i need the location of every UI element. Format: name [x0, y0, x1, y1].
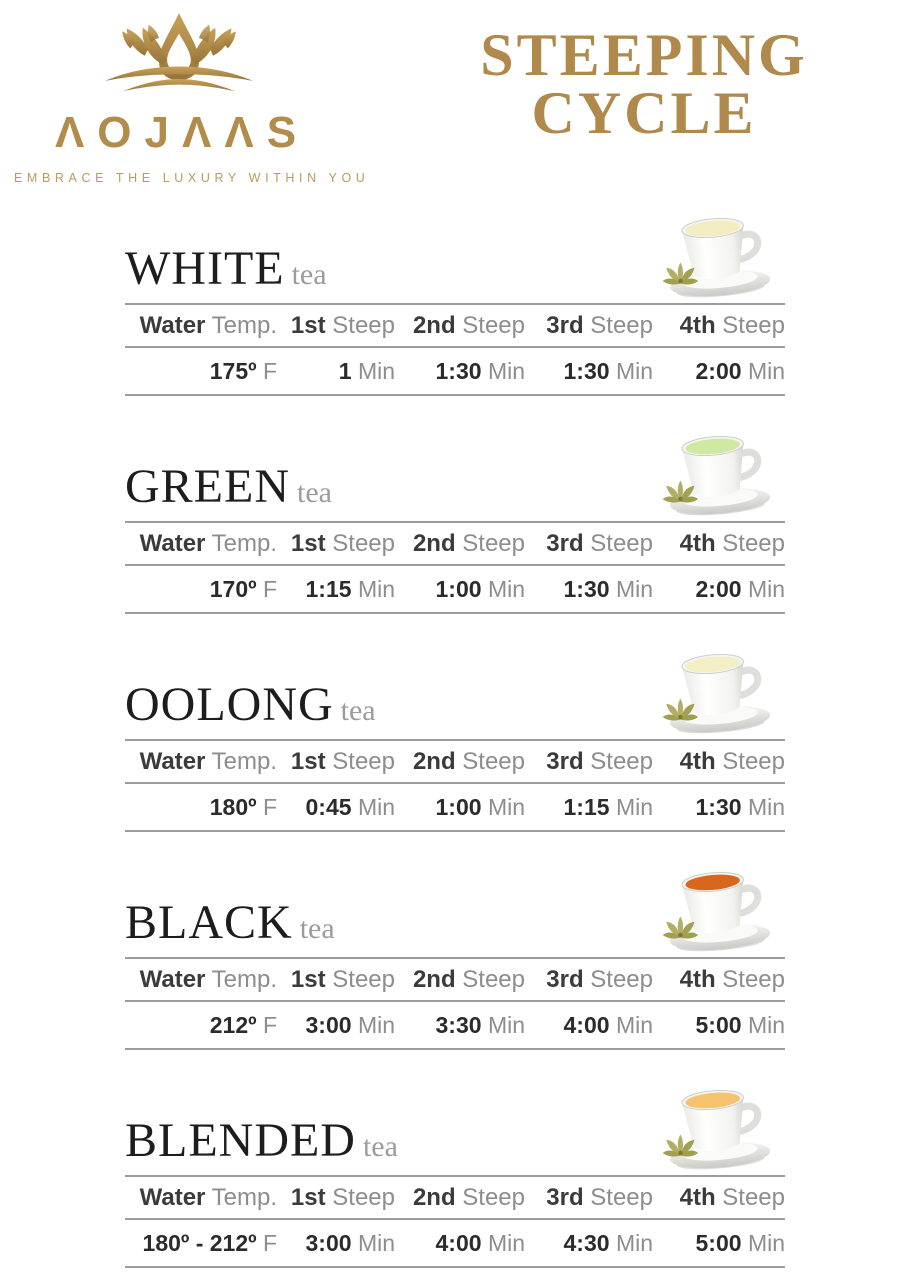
table-header-row [125, 305, 785, 346]
steep4-header-cell: 4th Steep [679, 966, 785, 993]
section-head [125, 420, 785, 521]
steep1-value-cell: 1:15 Min [305, 576, 395, 602]
brand-tagline: EMBRACE THE LUXURY WITHIN YOU [14, 171, 370, 185]
section-head [125, 202, 785, 303]
steep1-header-cell: 1st Steep [290, 1184, 395, 1211]
table-value-row [125, 1220, 785, 1266]
steep1-value-cell: 0:45 Min [305, 794, 395, 820]
steep4-value-cell: 5:00 Min [695, 1012, 785, 1038]
divider [125, 830, 785, 832]
section-white-tea [125, 202, 785, 396]
water-temp-header-cell: Water Temp. [139, 530, 277, 557]
water-temp-header-cell: Water Temp. [139, 966, 277, 993]
steep2-value-cell: 4:00 Min [435, 1230, 525, 1256]
steep4-value-cell: 5:00 Min [695, 1230, 785, 1256]
water-temp-value-cell: 180º F [209, 794, 277, 820]
steep3-value-cell: 1:30 Min [563, 358, 653, 384]
steep3-value-cell: 4:30 Min [563, 1230, 653, 1256]
tea-name-text: GREEN [125, 460, 290, 513]
steep2-header-cell: 2nd Steep [412, 1184, 525, 1211]
steep4-header-cell: 4th Steep [679, 312, 785, 339]
steep3-value-cell: 1:30 Min [563, 576, 653, 602]
page-title [448, 22, 840, 147]
steep2-value-cell: 1:00 Min [435, 794, 525, 820]
tea-name-text: BLENDED [125, 1114, 356, 1167]
steep2-value-cell: 3:30 Min [435, 1012, 525, 1038]
steep2-header-cell: 2nd Steep [412, 966, 525, 993]
page-header [0, 0, 904, 202]
divider [125, 1266, 785, 1268]
section-head [125, 1074, 785, 1175]
tea-suffix: tea [291, 258, 327, 291]
tea-name [125, 1114, 398, 1175]
steep3-header-cell: 3rd Steep [546, 312, 653, 339]
section-black-tea [125, 856, 785, 1050]
water-temp-header-cell: Water Temp. [139, 1184, 277, 1211]
steep4-value-cell: 2:00 Min [695, 576, 785, 602]
lotus-icon [94, 10, 264, 106]
steep1-header-cell: 1st Steep [290, 530, 395, 557]
brand-wordmark: ΛOJΛΛS [54, 108, 310, 157]
steep2-value-cell: 1:00 Min [435, 576, 525, 602]
teacup-icon [643, 635, 783, 739]
table-value-row [125, 566, 785, 612]
table-value-row [125, 784, 785, 830]
page-title-line1: STEEPING [480, 22, 808, 88]
tea-name-text: OOLONG [125, 678, 334, 731]
teacup-icon [643, 199, 783, 303]
tea-name [125, 896, 335, 957]
steep2-header-cell: 2nd Steep [412, 530, 525, 557]
teacup-icon [643, 1071, 783, 1175]
table-header-row [125, 959, 785, 1000]
steep1-value-cell: 1 Min [338, 358, 395, 384]
tea-suffix: tea [340, 694, 376, 727]
steep1-value-cell: 3:00 Min [305, 1012, 395, 1038]
divider [125, 1048, 785, 1050]
section-blended-tea [125, 1074, 785, 1268]
teacup-icon [643, 853, 783, 957]
steep4-header-cell: 4th Steep [679, 530, 785, 557]
teacup-icon [643, 417, 783, 521]
divider [125, 394, 785, 396]
steep3-header-cell: 3rd Steep [546, 748, 653, 775]
table-value-row [125, 1002, 785, 1048]
table-value-row [125, 348, 785, 394]
water-temp-value-cell: 175º F [209, 358, 277, 384]
steep1-value-cell: 3:00 Min [305, 1230, 395, 1256]
section-green-tea [125, 420, 785, 614]
steep1-header-cell: 1st Steep [290, 312, 395, 339]
section-head [125, 856, 785, 957]
steep2-header-cell: 2nd Steep [412, 748, 525, 775]
steep3-header-cell: 3rd Steep [546, 1184, 653, 1211]
steep2-header-cell: 2nd Steep [412, 312, 525, 339]
steep3-header-cell: 3rd Steep [546, 966, 653, 993]
tea-name [125, 460, 332, 521]
water-temp-header-cell: Water Temp. [139, 748, 277, 775]
steep4-header-cell: 4th Steep [679, 748, 785, 775]
tea-name-text: WHITE [125, 242, 285, 295]
tea-suffix: tea [296, 476, 332, 509]
tea-sections [0, 202, 904, 1268]
brand-logo [14, 10, 370, 185]
steep1-header-cell: 1st Steep [290, 966, 395, 993]
water-temp-value-cell: 170º F [209, 576, 277, 602]
steep4-value-cell: 2:00 Min [695, 358, 785, 384]
table-header-row [125, 1177, 785, 1218]
steep3-value-cell: 4:00 Min [563, 1012, 653, 1038]
table-header-row [125, 523, 785, 564]
section-oolong-tea [125, 638, 785, 832]
steep3-value-cell: 1:15 Min [563, 794, 653, 820]
steep4-value-cell: 1:30 Min [695, 794, 785, 820]
water-temp-header-cell: Water Temp. [139, 312, 277, 339]
tea-suffix: tea [362, 1130, 398, 1163]
tea-name [125, 678, 376, 739]
divider [125, 612, 785, 614]
steep2-value-cell: 1:30 Min [435, 358, 525, 384]
page-title-line2: CYCLE [531, 80, 757, 147]
tea-suffix: tea [299, 912, 335, 945]
tea-name [125, 242, 327, 303]
water-temp-value-cell: 180º - 212º F [142, 1230, 277, 1256]
water-temp-value-cell: 212º F [209, 1012, 277, 1038]
steep3-header-cell: 3rd Steep [546, 530, 653, 557]
table-header-row [125, 741, 785, 782]
steep1-header-cell: 1st Steep [290, 748, 395, 775]
steep4-header-cell: 4th Steep [679, 1184, 785, 1211]
tea-name-text: BLACK [125, 896, 293, 949]
section-head [125, 638, 785, 739]
